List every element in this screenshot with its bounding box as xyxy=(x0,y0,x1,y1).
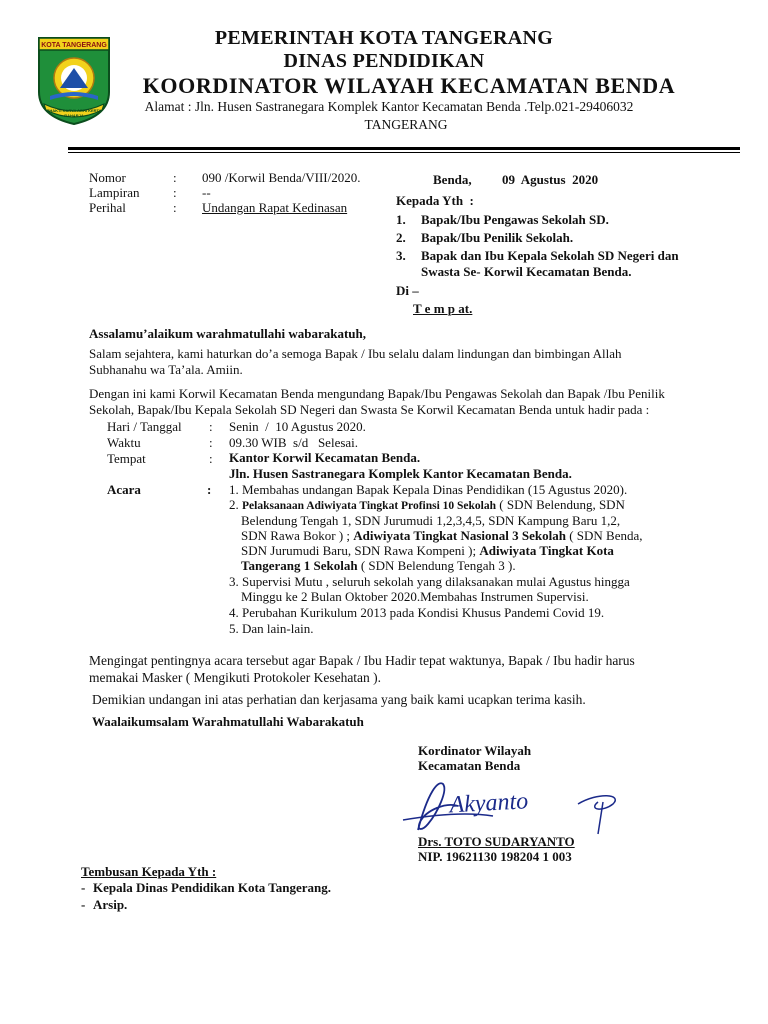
meta-nomor xyxy=(89,170,389,186)
colon: : xyxy=(209,451,213,466)
nomor-value: 090 /Korwil Benda/VIII/2020. xyxy=(202,170,361,185)
waktu-value: 09.30 WIB s/d Selesai. xyxy=(229,435,359,450)
hari-value: Senin / 10 Agustus 2020. xyxy=(229,419,366,434)
addressee-di: Di – xyxy=(396,283,419,298)
handwriting-text: Akyanto xyxy=(448,788,529,819)
signature-nip: NIP. 19621130 198204 1 003 xyxy=(418,849,572,864)
lampiran-label: Lampiran xyxy=(89,185,140,200)
header-rule-thick xyxy=(68,147,740,150)
letterhead-line2: DINAS PENDIDIKAN xyxy=(283,50,485,72)
addressee-num-2: 2. xyxy=(396,230,406,245)
lampiran-value: -- xyxy=(202,185,211,200)
tembusan-bullet-1: - xyxy=(81,880,86,895)
colon: : xyxy=(207,482,212,497)
date-place: Benda, xyxy=(433,172,472,187)
header-rule-thin xyxy=(68,152,740,153)
agenda-item-2-line5 xyxy=(241,558,516,574)
agenda-item-3-line1: 3. Supervisi Mutu , seluruh sekolah yang dilaksanakan mulai Agustus hingga xyxy=(229,574,630,589)
para3-line1: Mengingat pentingnya acara tersebut agar Bapak / Ibu Hadir tepat waktunya, Bapak / Ibu hadir harus xyxy=(89,653,635,668)
agenda-item-3-line2: Minggu ke 2 Bulan Oktober 2020.Membahas Instrumen Supervisi. xyxy=(241,589,589,604)
letterhead-city: TANGERANG xyxy=(364,117,448,132)
hari-label: Hari / Tanggal xyxy=(107,419,182,434)
addressee-item-1: Bapak/Ibu Pengawas Sekolah SD. xyxy=(421,212,609,227)
colon: : xyxy=(209,435,213,450)
handwritten-signature xyxy=(398,772,638,842)
colon: : xyxy=(209,419,213,434)
logo-motto: BHAKTI KARYA ADHI KERTA RAHARJA xyxy=(46,108,102,118)
acara-label: Acara xyxy=(107,482,141,497)
agenda-item-4: 4. Perubahan Kurikulum 2013 pada Kondisi Khusus Pandemi Covid 19. xyxy=(229,605,605,620)
addressee-num-1: 1. xyxy=(396,212,406,227)
para3-line2: memakai Masker ( Mengikuti Protokoler Kesehatan ). xyxy=(89,670,382,685)
perihal-value: Undangan Rapat Kedinasan xyxy=(202,200,348,215)
meta-lampiran xyxy=(89,185,389,201)
para1-line2: Subhanahu wa Ta’ala. Amiin. xyxy=(89,362,243,377)
colon: : xyxy=(173,185,177,200)
perihal-label: Perihal xyxy=(89,200,126,215)
letterhead-line1: PEMERINTAH KOTA TANGERANG xyxy=(214,27,554,49)
addressee-tempat: T e m p at. xyxy=(413,301,473,316)
closing: Waalaikumsalam Warahmatullahi Wabarakatuh xyxy=(92,714,364,729)
agenda-item-2-l5b: ( SDN Belendung Tengah 3 ). xyxy=(357,558,516,573)
agenda-item-2-num: 2. xyxy=(229,497,242,512)
agenda-item-2-l4a: SDN Jurumudi Baru, SDN Rawa Kompeni ); xyxy=(241,543,480,558)
agenda-item-2-rest1: ( SDN Belendung, SDN xyxy=(496,497,625,512)
colon: : xyxy=(173,200,177,215)
tempat-value-2: Jln. Husen Sastranegara Komplek Kantor Kecamatan Benda. xyxy=(229,466,572,481)
para2-line1: Dengan ini kami Korwil Kecamatan Benda mengundang Bapak/Ibu Pengawas Sekolah dan Bapak /Ibu Penilik xyxy=(89,386,665,401)
nomor-label: Nomor xyxy=(89,170,126,185)
tembusan-item-2: Arsip. xyxy=(93,897,128,912)
agenda-item-2-line1 xyxy=(229,497,625,513)
addressee-item-3-cont: Swasta Se- Korwil Kecamatan Benda. xyxy=(421,264,632,279)
agenda-item-2-line2: Belendung Tengah 1, SDN Jurumudi 1,2,3,4,5, SDN Kampung Baru 1,2, xyxy=(241,513,621,528)
agenda-item-2-l4b: Adiwiyata Tingkat Kota xyxy=(479,543,614,558)
tembusan-item-1: Kepala Dinas Pendidikan Kota Tangerang. xyxy=(93,880,332,895)
signature-title-1: Kordinator Wilayah xyxy=(418,743,532,758)
salutation: Assalamu’alaikum warahmatullahi wabarakatuh, xyxy=(89,326,367,341)
agenda-item-2-bold1: Pelaksanaan Adiwiyata Tingkat Profinsi 10 Sekolah xyxy=(242,500,497,512)
agenda-item-2-l3a: SDN Rawa Bokor ) ; xyxy=(241,528,354,543)
tembusan-title: Tembusan Kepada Yth : xyxy=(81,864,217,879)
addressee-item-3: Bapak dan Ibu Kepala Sekolah SD Negeri dan xyxy=(421,248,679,263)
para1-line1: Salam sejahtera, kami haturkan do’a semoga Bapak / Ibu selalu dalam lindungan dan bimbingan Allah xyxy=(89,346,622,361)
agenda-item-2-line3 xyxy=(241,528,642,544)
para4: Demikian undangan ini atas perhatian dan kerjasama yang baik kami ucapkan terima kasih. xyxy=(92,692,586,707)
agenda-item-2-l3b: Adiwiyata Tingkat Nasional 3 Sekolah xyxy=(353,528,566,543)
signature-title-2: Kecamatan Benda xyxy=(418,758,521,773)
agenda-item-2-line4 xyxy=(241,543,614,559)
signature-name: Drs. TOTO SUDARYANTO xyxy=(418,834,575,849)
date-value: 09 Agustus 2020 xyxy=(502,172,599,187)
tempat-value-1: Kantor Korwil Kecamatan Benda. xyxy=(229,450,421,465)
agenda-item-2-l5a: Tangerang 1 Sekolah xyxy=(241,558,358,573)
logo-band-text: KOTA TANGERANG xyxy=(41,42,107,49)
agenda-item-5: 5. Dan lain-lain. xyxy=(229,621,314,636)
addressee-num-3: 3. xyxy=(396,248,406,263)
para2-line2: Sekolah, Bapak/Ibu Kepala Sekolah SD Negeri dan Swasta Se Korwil Kecamatan Benda untuk hadir pada : xyxy=(89,402,650,417)
letterhead-address: Alamat : Jln. Husen Sastranegara Komplek Kantor Kecamatan Benda .Telp.021-29406032 xyxy=(144,99,634,114)
meta-perihal xyxy=(89,200,389,216)
letterhead-line3: KOORDINATOR WILAYAH KECAMATAN BENDA xyxy=(142,73,676,98)
addressee-to: Kepada Yth : xyxy=(396,193,474,208)
agenda-item-2-l3c: ( SDN Benda, xyxy=(565,528,643,543)
tembusan-bullet-2: - xyxy=(81,897,86,912)
waktu-label: Waktu xyxy=(107,435,141,450)
agenda-item-1: 1. Membahas undangan Bapak Kepala Dinas Pendidikan (15 Agustus 2020). xyxy=(229,482,628,497)
addressee-item-2: Bapak/Ibu Penilik Sekolah. xyxy=(421,230,574,245)
colon: : xyxy=(173,170,177,185)
tempat-label: Tempat xyxy=(107,451,146,466)
